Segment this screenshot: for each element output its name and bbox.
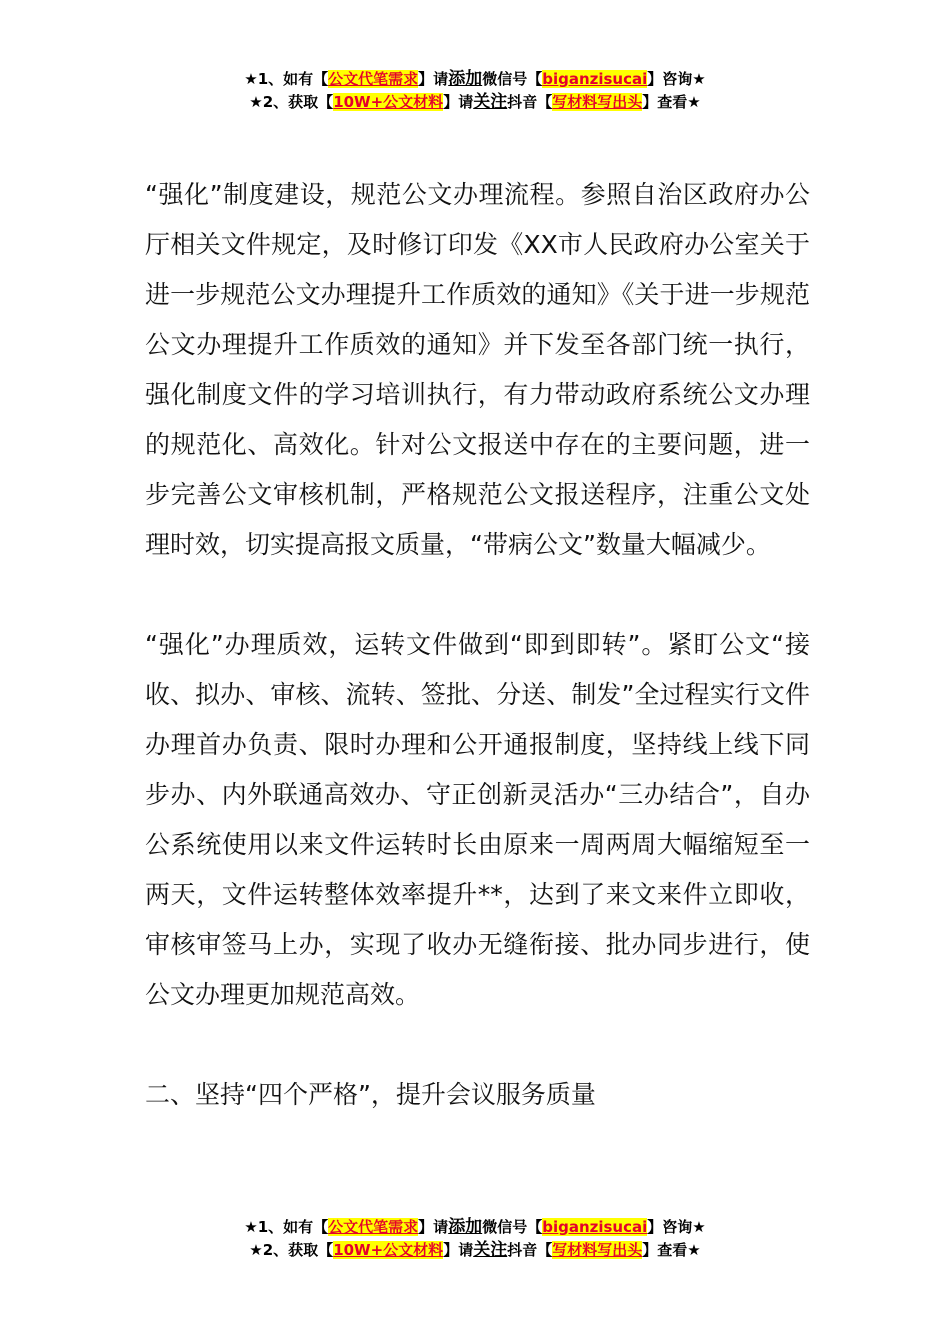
banner-line-2 bbox=[0, 1239, 950, 1262]
banner-text: 2、获取【 bbox=[262, 1241, 334, 1259]
banner-text: 】查看 bbox=[642, 1241, 688, 1259]
banner-text: 】咨询 bbox=[647, 70, 693, 88]
banner-text: 】请 bbox=[443, 93, 474, 111]
header-banner bbox=[0, 68, 950, 114]
banner-text: 】咨询 bbox=[647, 1218, 693, 1236]
paragraph: “强化”制度建设，规范公文办理流程。参照自治区政府办公厅相关文件规定，及时修订印发《XX市人民政府办公室关于进一步规范公文办理提升工作质效的通知》《关于进一步规范公文办理提升工作质效的通知》并下发至各部门统一执行，强化制度文件的学习培训执行，有力带动政府系统公文办理的规范化、高效化。针对公文报送中存在的主要问题，进一步完善公文审核机制，严格规范公文报送程序，注重公文处理时效，切实提高报文质量，“带病公文”数量大幅减少。 bbox=[145, 180, 810, 559]
banner-highlight-douyin: 写材料写出头 bbox=[552, 1241, 643, 1259]
banner-highlight-service: 公文代笔需求 bbox=[328, 1218, 419, 1236]
star-icon: ★ bbox=[692, 1218, 706, 1236]
star-icon: ★ bbox=[249, 1241, 263, 1259]
banner-text: 抖音【 bbox=[507, 1241, 553, 1259]
banner-highlight-wechat-id: biganzisucai bbox=[542, 1218, 648, 1236]
paragraph: “强化”办理质效，运转文件做到“即到即转”。紧盯公文“接收、拟办、审核、流转、签批、分送、制发”全过程实行文件办理首办负责、限时办理和公开通报制度，坚持线上线下同步办、内外联通高效办、守正创新灵活办“三办结合”，自办公系统使用以来文件运转时长由原来一周两周大幅缩短至一两天，文件运转整体效率提升**，达到了来文来件立即收，审核审签马上办，实现了收办无缝衔接、批办同步进行，使公文办理更加规范高效。 bbox=[145, 630, 810, 1009]
footer-banner bbox=[0, 1216, 950, 1262]
banner-emphasis: 关注 bbox=[473, 92, 508, 112]
banner-text: 】请 bbox=[418, 1218, 449, 1236]
banner-text: 1、如有【 bbox=[257, 1218, 329, 1236]
banner-text: 微信号【 bbox=[482, 70, 543, 88]
banner-highlight-douyin: 写材料写出头 bbox=[552, 93, 643, 111]
banner-highlight-materials: 10W+公文材料 bbox=[333, 93, 444, 111]
star-icon: ★ bbox=[244, 70, 258, 88]
banner-emphasis: 关注 bbox=[473, 1240, 508, 1260]
document-body bbox=[145, 170, 810, 1120]
banner-line-1 bbox=[0, 1216, 950, 1239]
banner-text: 】请 bbox=[443, 1241, 474, 1259]
star-icon: ★ bbox=[692, 70, 706, 88]
banner-highlight-wechat-id: biganzisucai bbox=[542, 70, 648, 88]
star-icon: ★ bbox=[687, 93, 701, 111]
star-icon: ★ bbox=[687, 1241, 701, 1259]
banner-text: 2、获取【 bbox=[262, 93, 334, 111]
banner-text: 】请 bbox=[418, 70, 449, 88]
star-icon: ★ bbox=[244, 1218, 258, 1236]
banner-highlight-service: 公文代笔需求 bbox=[328, 70, 419, 88]
banner-emphasis: 添加 bbox=[448, 69, 483, 89]
banner-highlight-materials: 10W+公文材料 bbox=[333, 1241, 444, 1259]
banner-text: 微信号【 bbox=[482, 1218, 543, 1236]
banner-text: 抖音【 bbox=[507, 93, 553, 111]
star-icon: ★ bbox=[249, 93, 263, 111]
section-heading: 二、坚持“四个严格”，提升会议服务质量 bbox=[145, 1080, 596, 1109]
banner-text: 】查看 bbox=[642, 93, 688, 111]
banner-text: 1、如有【 bbox=[257, 70, 329, 88]
banner-emphasis: 添加 bbox=[448, 1217, 483, 1237]
banner-line-2 bbox=[0, 91, 950, 114]
banner-line-1 bbox=[0, 68, 950, 91]
